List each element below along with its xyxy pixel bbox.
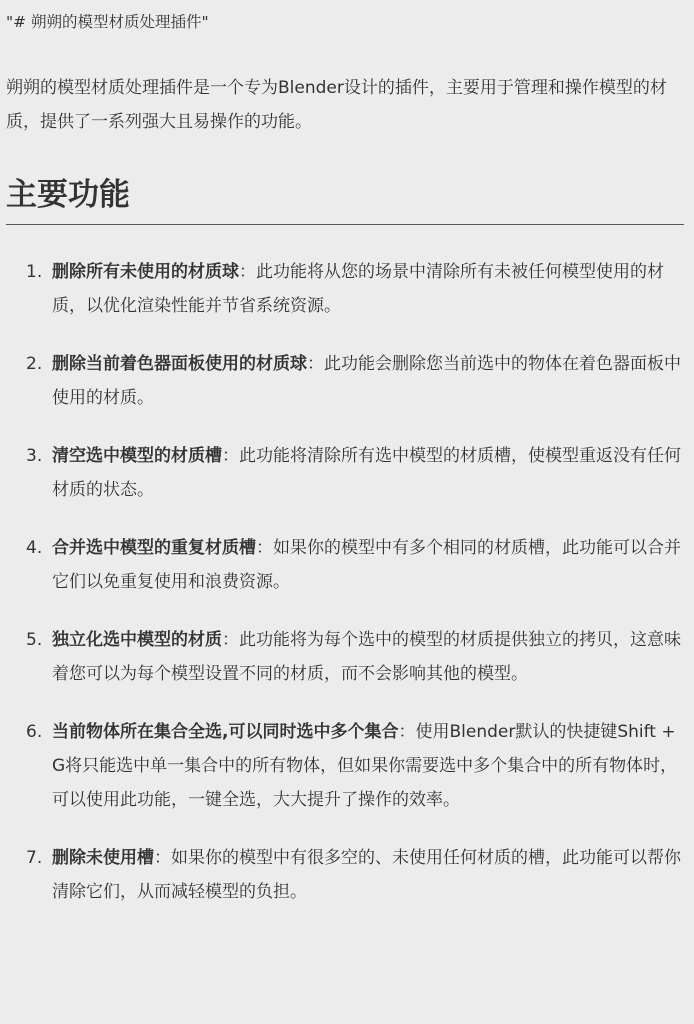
feature-number: 7. xyxy=(26,848,43,868)
feature-separator: ： xyxy=(222,630,239,650)
feature-item-4 xyxy=(6,531,686,599)
feature-number: 1. xyxy=(26,262,43,282)
feature-item-1 xyxy=(6,255,686,323)
feature-item-2 xyxy=(6,347,686,415)
feature-name: 当前物体所在集合全选,可以同时选中多个集合 xyxy=(52,722,399,742)
feature-description: 如果你的模型中有很多空的、未使用任何材质的槽，此功能可以帮你清除它们，从而减轻模型的负担。 xyxy=(52,848,681,902)
feature-description: 使用Blender默认的快捷键Shift + G将只能选中单一集合中的所有物体，但如果你需要选中多个集合中的所有物体时，可以使用此功能，一键全选，大大提升了操作的效率。 xyxy=(52,722,678,810)
feature-separator: ： xyxy=(307,354,324,374)
feature-separator: ： xyxy=(222,446,239,466)
code-line: "# 朔朔的模型材质处理插件" xyxy=(6,13,209,31)
feature-name: 删除所有未使用的材质球 xyxy=(52,262,239,282)
feature-list xyxy=(6,255,686,933)
feature-number: 4. xyxy=(26,538,43,558)
feature-number: 5. xyxy=(26,630,43,650)
feature-name: 清空选中模型的材质槽 xyxy=(52,446,222,466)
feature-item-7 xyxy=(6,841,686,909)
feature-number: 2. xyxy=(26,354,43,374)
feature-separator: ： xyxy=(398,722,416,742)
feature-item-5 xyxy=(6,623,686,691)
feature-description: 此功能将清除所有选中模型的材质槽，使模型重返没有任何材质的状态。 xyxy=(52,446,681,500)
feature-name: 删除未使用槽 xyxy=(52,848,154,868)
feature-name: 独立化选中模型的材质 xyxy=(52,630,222,650)
feature-name: 合并选中模型的重复材质槽 xyxy=(52,538,256,558)
feature-separator: ： xyxy=(154,848,171,868)
intro-paragraph: 朔朔的模型材质处理插件是一个专为Blender设计的插件，主要用于管理和操作模型的材质，提供了一系列强大且易操作的功能。 xyxy=(6,78,667,132)
feature-description: 此功能将为每个选中的模型的材质提供独立的拷贝，这意味着您可以为每个模型设置不同的材质，而不会影响其他的模型。 xyxy=(52,630,681,684)
feature-item-3 xyxy=(6,439,686,507)
feature-description: 此功能会删除您当前选中的物体在着色器面板中使用的材质。 xyxy=(52,354,681,408)
feature-description: 此功能将从您的场景中清除所有未被任何模型使用的材质，以优化渲染性能并节省系统资源。 xyxy=(52,262,664,316)
feature-description: 如果你的模型中有多个相同的材质槽，此功能可以合并它们以免重复使用和浪费资源。 xyxy=(52,538,681,592)
section-title: 主要功能 xyxy=(6,170,684,225)
feature-number: 6. xyxy=(26,722,43,742)
feature-separator: ： xyxy=(239,262,256,282)
feature-item-6 xyxy=(6,715,686,817)
feature-number: 3. xyxy=(26,446,43,466)
feature-separator: ： xyxy=(256,538,273,558)
feature-name: 删除当前着色器面板使用的材质球 xyxy=(52,354,307,374)
